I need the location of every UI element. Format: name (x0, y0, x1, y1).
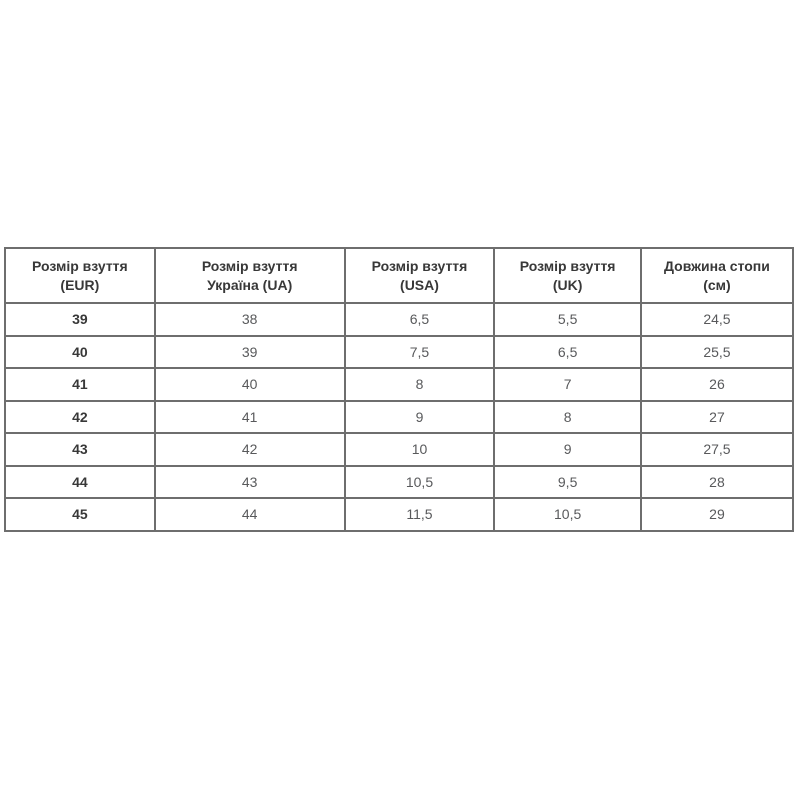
header-row (5, 248, 793, 303)
size-chart-table (4, 247, 794, 532)
header-label: Розмір взуття (32, 257, 128, 274)
cell-ua: 44 (155, 498, 345, 531)
cell-ua: 41 (155, 401, 345, 434)
header-unit: (UK) (552, 276, 583, 293)
header-label: Розмір взуття (201, 257, 298, 274)
cell-uk: 5,5 (494, 303, 641, 336)
header-label: Довжина стопи (664, 257, 770, 274)
header-cell-eur (5, 248, 155, 303)
table-row (5, 433, 793, 466)
cell-ua: 42 (155, 433, 345, 466)
cell-uk: 7 (494, 368, 641, 401)
table-row (5, 336, 793, 369)
header-cell-ua (155, 248, 345, 303)
cell-eur: 44 (5, 466, 155, 499)
cell-cm: 28 (641, 466, 793, 499)
cell-cm: 27 (641, 401, 793, 434)
cell-usa: 8 (345, 368, 495, 401)
cell-usa: 10 (345, 433, 495, 466)
cell-eur: 45 (5, 498, 155, 531)
cell-uk: 10,5 (494, 498, 641, 531)
cell-usa: 11,5 (345, 498, 495, 531)
cell-uk: 9,5 (494, 466, 641, 499)
cell-uk: 8 (494, 401, 641, 434)
table-row (5, 401, 793, 434)
header-cell-cm (641, 248, 793, 303)
cell-cm: 26 (641, 368, 793, 401)
header-cell-usa (345, 248, 495, 303)
header-unit: (см) (703, 276, 731, 293)
table-row (5, 368, 793, 401)
cell-usa: 6,5 (345, 303, 495, 336)
table-header (5, 248, 793, 303)
cell-usa: 7,5 (345, 336, 495, 369)
header-label: Розмір взуття (519, 257, 616, 274)
cell-usa: 9 (345, 401, 495, 434)
cell-cm: 24,5 (641, 303, 793, 336)
cell-cm: 29 (641, 498, 793, 531)
cell-eur: 43 (5, 433, 155, 466)
table-row (5, 498, 793, 531)
cell-ua: 38 (155, 303, 345, 336)
header-unit: (USA) (400, 276, 439, 293)
cell-eur: 40 (5, 336, 155, 369)
cell-ua: 40 (155, 368, 345, 401)
cell-uk: 6,5 (494, 336, 641, 369)
cell-ua: 43 (155, 466, 345, 499)
cell-usa: 10,5 (345, 466, 495, 499)
cell-uk: 9 (494, 433, 641, 466)
cell-ua: 39 (155, 336, 345, 369)
cell-eur: 42 (5, 401, 155, 434)
cell-eur: 39 (5, 303, 155, 336)
table-body (5, 303, 793, 531)
cell-eur: 41 (5, 368, 155, 401)
size-chart-container (4, 247, 794, 532)
cell-cm: 25,5 (641, 336, 793, 369)
header-unit: Україна (UA) (207, 276, 293, 293)
header-unit: (EUR) (60, 276, 100, 293)
header-cell-uk (494, 248, 641, 303)
header-label: Розмір взуття (371, 257, 468, 274)
table-row (5, 466, 793, 499)
cell-cm: 27,5 (641, 433, 793, 466)
table-row (5, 303, 793, 336)
